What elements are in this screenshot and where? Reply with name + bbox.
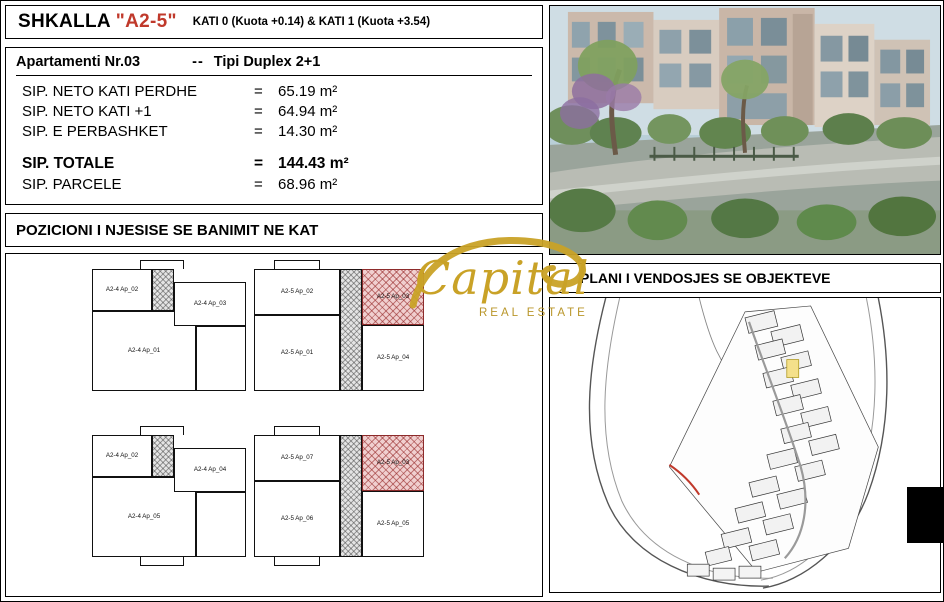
unit-a2-4-ap-02[interactable] — [92, 269, 152, 311]
unit-a2-5-ap-05[interactable] — [362, 491, 424, 557]
render-illustration — [550, 6, 940, 254]
spec-value: 14.30 m² — [278, 122, 338, 140]
floor-plan-upper — [78, 268, 468, 394]
unit-label: A2-4 Ap_01 — [127, 347, 161, 355]
unit-label: A2-5 Ap_03 — [376, 293, 410, 301]
unit-a2-5-ap-06[interactable] — [254, 481, 340, 557]
unit-label: A2-5 Ap_02 — [280, 288, 314, 296]
unit-block-fill-left-lower[interactable] — [196, 492, 246, 557]
total-equals: = — [254, 154, 264, 172]
unit-label: A2-4 Ap_03 — [193, 300, 227, 308]
watermark-brand: Capital — [415, 251, 590, 305]
apartment-type: Tipi Duplex 2+1 — [213, 54, 321, 70]
header-dashes: -- — [192, 54, 204, 70]
table-row — [22, 101, 349, 121]
apartment-spec-box — [5, 47, 543, 205]
spacer-row — [22, 141, 349, 153]
spec-value: 64.94 m² — [278, 102, 338, 120]
spec-value: 65.19 m² — [278, 82, 338, 100]
unit-label: A2-5 Ap_07 — [280, 454, 314, 462]
floor-plan-lower — [78, 434, 468, 560]
page-edge-marker — [907, 487, 943, 543]
unit-label: A2-4 Ap_05 — [127, 513, 161, 521]
shkalla-code: "A2-5" — [115, 11, 177, 32]
unit-a2-4-ap-03[interactable] — [174, 282, 246, 326]
spec-equals: = — [254, 102, 263, 120]
table-row — [22, 174, 349, 194]
spec-label: SIP. NETO KATI +1 — [22, 102, 152, 120]
site-plan-title: PLANI I VENDOSJES SE OBJEKTEVE — [580, 270, 831, 286]
spec-equals: = — [254, 82, 263, 100]
unit-label: A2-5 Ap_06 — [280, 515, 314, 523]
parcel-equals: = — [254, 175, 263, 193]
unit-label: A2-5 Ap_03 — [376, 459, 410, 467]
stair-core-hatch — [152, 269, 174, 311]
spec-table — [22, 81, 349, 194]
spec-label: SIP. NETO KATI PERDHE — [22, 82, 198, 100]
roof-notch — [140, 426, 184, 435]
unit-label: A2-5 Ap_01 — [280, 349, 314, 357]
table-row-total — [22, 153, 349, 174]
roof-notch — [140, 557, 184, 566]
unit-label: A2-4 Ap_04 — [193, 466, 227, 474]
site-plan-drawing — [550, 298, 940, 592]
apartment-header — [16, 54, 532, 73]
unit-label: A2-5 Ap_04 — [376, 354, 410, 362]
stair-core-hatch — [152, 435, 174, 477]
site-plan-panel — [549, 297, 941, 593]
apartment-number: Apartamenti Nr.03 — [16, 54, 141, 70]
roof-notch — [140, 260, 184, 269]
spec-divider — [16, 75, 532, 76]
table-row — [22, 81, 349, 101]
table-row — [22, 121, 349, 141]
spec-equals: = — [254, 122, 263, 140]
unit-label: A2-4 Ap_02 — [105, 286, 139, 294]
levels-label: KATI 0 (Kuota +0.14) & KATI 1 (Kuota +3.54) — [192, 16, 431, 28]
watermark-tagline: REAL ESTATE — [479, 307, 588, 319]
title-bar — [5, 5, 543, 39]
site-plan-header — [549, 263, 941, 293]
page-title — [6, 11, 177, 33]
position-section-header — [5, 213, 543, 247]
unit-a2-4-ap-04[interactable] — [174, 448, 246, 492]
total-value: 144.43 m² — [278, 154, 349, 172]
unit-a2-5-ap-03-highlight[interactable] — [362, 269, 424, 325]
unit-a2-5-ap-04[interactable] — [362, 325, 424, 391]
roof-notch — [274, 557, 320, 566]
unit-block-fill-left[interactable] — [196, 326, 246, 391]
unit-a2-5-ap-01[interactable] — [254, 315, 340, 391]
stair-core-hatch — [340, 269, 362, 391]
roof-notch — [274, 426, 320, 435]
stair-core-hatch — [340, 435, 362, 557]
spec-label: SIP. E PERBASHKET — [22, 122, 168, 140]
unit-label: A2-5 Ap_05 — [376, 520, 410, 528]
unit-a2-5-ap-02[interactable] — [254, 269, 340, 315]
roof-notch — [274, 260, 320, 269]
position-section-title: POZICIONI I NJESISE SE BANIMIT NE KAT — [16, 221, 319, 239]
unit-a2-4-ap-02-lower[interactable] — [92, 435, 152, 477]
total-label: SIP. TOTALE — [22, 154, 115, 172]
unit-label: A2-4 Ap_02 — [105, 452, 139, 460]
floor-plan-panel — [5, 253, 543, 597]
left-column — [5, 5, 543, 597]
parcel-value: 68.96 m² — [278, 175, 338, 193]
unit-a2-5-ap-03-highlight-lower[interactable] — [362, 435, 424, 491]
unit-a2-5-ap-07[interactable] — [254, 435, 340, 481]
parcel-label: SIP. PARCELE — [22, 175, 122, 193]
building-render-image — [549, 5, 941, 255]
shkalla-label: SHKALLA — [18, 11, 111, 32]
